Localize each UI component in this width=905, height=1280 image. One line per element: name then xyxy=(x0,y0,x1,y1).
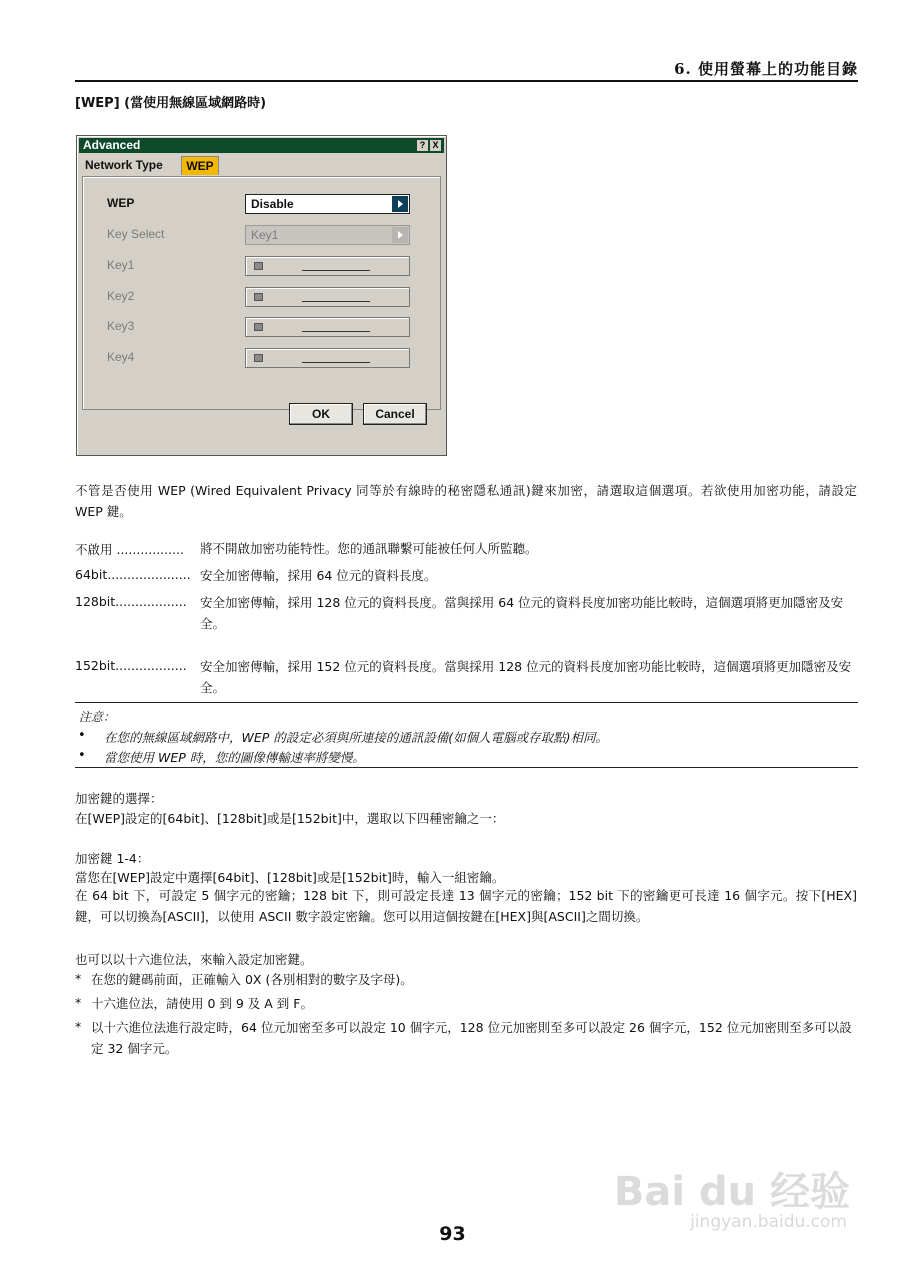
cancel-button[interactable]: Cancel xyxy=(363,403,427,425)
keyboard-icon xyxy=(254,323,263,331)
wep-panel xyxy=(82,176,441,410)
section-title: [WEP] (當使用無線區域網路時) xyxy=(75,96,267,111)
note-bottom-rule xyxy=(75,767,858,768)
key-select-label: Key Select xyxy=(107,227,165,241)
key-select-dropdown[interactable] xyxy=(245,225,410,245)
option-term: 128bit.................. xyxy=(75,594,187,609)
header-divider xyxy=(75,80,858,82)
chevron-right-icon[interactable] xyxy=(392,196,408,212)
asterisk-icon: * xyxy=(75,971,82,986)
note-title: 注意： xyxy=(79,710,116,724)
key4-input[interactable] xyxy=(245,348,410,368)
note-item: 在您的無線區域網路中，WEP 的設定必須與所連接的通訊設備(如個人電腦或存取點)相同。 xyxy=(104,730,609,745)
note-top-rule xyxy=(75,702,858,703)
wep-label: WEP xyxy=(107,196,135,210)
page-number: 93 xyxy=(439,1223,466,1245)
dialog-title: Advanced xyxy=(83,138,141,152)
key-input-paragraph: 在 64 bit 下，可設定 5 個字元的密鑰；128 bit 下，則可設定長達 13 個字元的密鑰；152 bit 下的密鑰更可長達 16 個字元。按下[HEX]鍵，可以切換為[ASCII]，以使用 ASCII 數字設定密鑰。您可以用這個按鍵在[HEX]與[ASCII]之間切換。 xyxy=(75,888,857,924)
key3-label: Key3 xyxy=(107,319,135,333)
option-description: 安全加密傳輸，採用 64 位元的資料長度。 xyxy=(200,568,437,583)
input-underline xyxy=(302,301,370,302)
option-description: 安全加密傳輸，採用 128 位元的資料長度。當與採用 64 位元的資料長度加密功能比較時，這個選項將更加隱密及安全。 xyxy=(200,595,844,631)
option-term: 不啟用 ................. xyxy=(75,542,185,557)
option-term: 64bit..................... xyxy=(75,567,191,582)
tip-item: 在您的鍵碼前面，正確輸入 0X (各別相對的數字及字母)。 xyxy=(91,972,413,987)
key3-input[interactable] xyxy=(245,317,410,337)
key-selection-heading: 加密鍵的選擇： xyxy=(75,791,163,806)
key2-input[interactable] xyxy=(245,287,410,307)
tab-wep[interactable]: WEP xyxy=(181,156,219,175)
wep-select-value: Disable xyxy=(251,197,294,211)
asterisk-icon: * xyxy=(75,995,82,1010)
help-icon[interactable]: ? xyxy=(417,140,428,151)
keyboard-icon xyxy=(254,293,263,301)
bullet-icon: • xyxy=(78,748,86,763)
ok-button[interactable]: OK xyxy=(289,403,353,425)
key-input-line: 當您在[WEP]設定中選擇[64bit]、[128bit]或是[152bit]時，輸入一組密鑰。 xyxy=(75,870,505,885)
tip-item: 以十六進位法進行設定時，64 位元加密至多可以設定 10 個字元，128 位元加密則至多可以設定 26 個字元，152 位元加密則至多可以設定 32 個字元。 xyxy=(91,1020,852,1056)
tip-item: 十六進位法，請使用 0 到 9 及 A 到 F。 xyxy=(91,996,313,1011)
option-description: 安全加密傳輸，採用 152 位元的資料長度。當與採用 128 位元的資料長度加密功能比較時，這個選項將更加隱密及安全。 xyxy=(200,659,852,695)
baidu-logo-watermark: Bai du 经验 xyxy=(613,1169,850,1215)
keyboard-icon xyxy=(254,262,263,270)
chevron-right-icon[interactable] xyxy=(392,227,408,243)
tab-network-type[interactable]: Network Type xyxy=(85,158,163,172)
input-underline xyxy=(302,331,370,332)
advanced-dialog xyxy=(76,135,447,456)
close-icon[interactable]: X xyxy=(430,140,441,151)
watermark-url: jingyan.baidu.com xyxy=(690,1212,847,1232)
input-underline xyxy=(302,270,370,271)
option-term: 152bit.................. xyxy=(75,658,187,673)
input-underline xyxy=(302,362,370,363)
key-input-heading: 加密鍵 1-4： xyxy=(75,851,150,866)
option-description: 將不開啟加密功能特性。您的通訊聯繫可能被任何人所監聽。 xyxy=(200,541,538,556)
intro-paragraph: 不管是否使用 WEP (Wired Equivalent Privacy 同等於有線時的秘密隱私通訊)鍵來加密，請選取這個選項。若欲使用加密功能，請設定 WEP 鍵。 xyxy=(75,483,857,519)
dialog-titlebar xyxy=(79,138,444,153)
key-select-value: Key1 xyxy=(251,228,279,242)
bullet-icon: • xyxy=(78,728,86,743)
key2-label: Key2 xyxy=(107,289,135,303)
wep-select[interactable] xyxy=(245,194,410,214)
key4-label: Key4 xyxy=(107,350,135,364)
key-selection-text: 在[WEP]設定的[64bit]、[128bit]或是[152bit]中，選取以下四種密鑰之一： xyxy=(75,811,505,826)
key1-input[interactable] xyxy=(245,256,410,276)
chapter-heading: 6. 使用螢幕上的功能目錄 xyxy=(674,60,858,78)
asterisk-icon: * xyxy=(75,1019,82,1034)
key1-label: Key1 xyxy=(107,258,135,272)
note-item: 當您使用 WEP 時，您的圖像傳輸速率將變慢。 xyxy=(104,750,365,765)
hex-input-line: 也可以以十六進位法，來輸入設定加密鍵。 xyxy=(75,952,313,967)
keyboard-icon xyxy=(254,354,263,362)
